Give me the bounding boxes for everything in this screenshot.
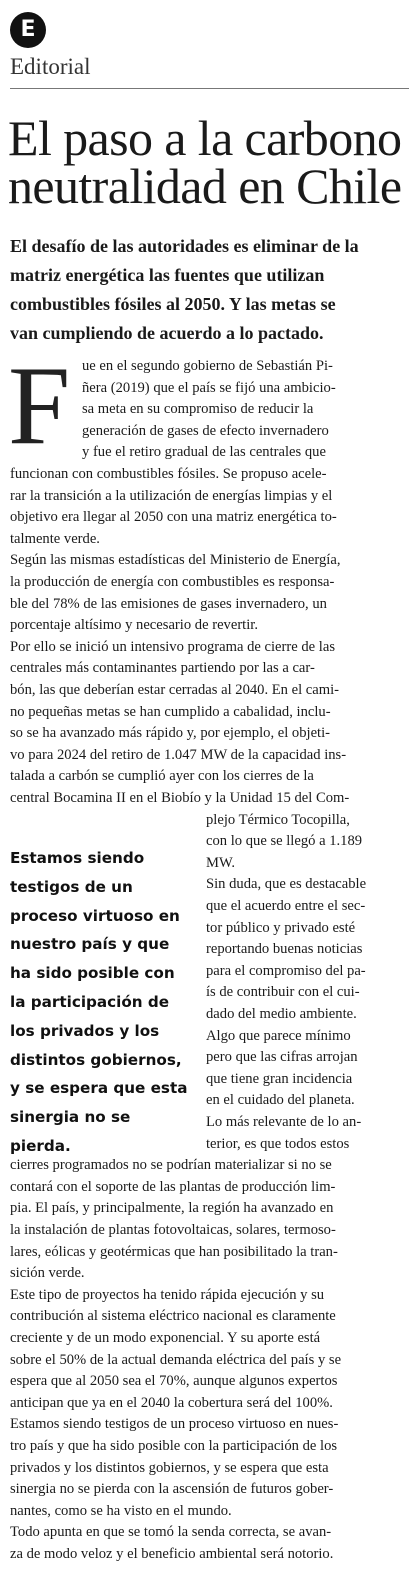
pull-quote-line: y se espera que esta: [10, 1079, 188, 1098]
body-line: sición verde.: [10, 1265, 85, 1282]
body-line: Lo más relevante de lo an-: [206, 1114, 362, 1130]
body-line: Algo que parece mínimo: [206, 1027, 351, 1044]
pull-quote-line: distintos gobiernos,: [10, 1050, 182, 1069]
body-line: que el acuerdo entre el sec-: [206, 898, 366, 914]
body-line: privados y los distintos gobiernos, y se espera que esta: [10, 1459, 329, 1476]
body-line: que tiene gran incidencia: [206, 1070, 353, 1087]
body-line: ñera (2019) que el país se fijó una ambicio-: [82, 379, 336, 396]
body-line: con lo que se llegó a 1.189: [206, 833, 363, 850]
pull-quote-line: testigos de un: [10, 877, 133, 896]
body-line: nantes, como se ha visto en el mundo.: [10, 1502, 232, 1519]
headline-line: El paso a la carbono: [8, 110, 402, 166]
pull-quote-line: ha sido posible con: [10, 964, 175, 983]
body-line: espera que al 2050 sea el 70%, aunque algunos expertos: [10, 1373, 338, 1390]
body-line: la instalación de plantas fotovoltaicas, solares, termoso-: [10, 1222, 336, 1238]
body-line: contribución al sistema eléctrico nacional es claramente: [10, 1308, 336, 1325]
body-line: Todo apunta en que se tomó la senda correcta, se avan-: [10, 1524, 332, 1541]
body-line: creciente y de un modo exponencial. Y su aporte está: [10, 1330, 321, 1346]
body-line: bón, las que deberían estar cerradas al 2040. En el cami-: [10, 682, 340, 698]
body-line: cierres programados no se podrían materializar si no se: [10, 1157, 332, 1174]
body-line: Sin duda, que es destacable: [206, 876, 367, 893]
drop-cap: F: [8, 344, 71, 468]
pull-quote-line: nuestro país y que: [10, 935, 170, 954]
pull-quote-line: la participación de: [10, 992, 170, 1011]
body-line: plejo Térmico Tocopilla,: [206, 811, 350, 828]
body-line: terior, es que todos estos: [206, 1135, 350, 1152]
body-line: funcionan con combustibles fósiles. Se propuso acele-: [10, 466, 327, 482]
pull-quote-line: los privados y los: [10, 1021, 160, 1040]
body-line: ís de contribuir con el cui-: [206, 984, 360, 1001]
lead-line: van cumpliendo de acuerdo a lo pactado.: [10, 323, 324, 343]
body-line: sinergia no se pierda con la ascensión de futuros gober-: [10, 1481, 334, 1498]
body-line: objetivo era llegar al 2050 con una matriz energética to-: [10, 509, 337, 526]
body-line: contará con el soporte de las plantas de producción lim-: [10, 1178, 336, 1195]
body-line: za de modo veloz y el beneficio ambiental será notorio.: [10, 1546, 334, 1562]
body-line: la producción de energía con combustibles es responsa-: [10, 574, 335, 590]
body-line: pero que las cifras arrojan: [206, 1049, 358, 1066]
pull-quote-line: proceso virtuoso en: [10, 906, 180, 925]
body-line: Este tipo de proyectos ha tenido rápida ejecución y su: [10, 1286, 325, 1303]
body-line: porcentaje altísimo y necesario de revertir.: [10, 617, 258, 634]
lead-line: combustibles fósiles al 2050. Y las metas se: [10, 294, 336, 314]
lead-line: matriz energética las fuentes que utilizan: [10, 265, 325, 285]
body-line: centrales más contaminantes partiendo por las a car-: [10, 660, 315, 677]
lead-line: El desafío de las autoridades es eliminar de la: [10, 236, 359, 256]
body-line: tro país y que ha sido posible con la participación de los: [10, 1438, 338, 1454]
section-label: Editorial: [10, 54, 91, 79]
body-line: Estamos siendo testigos de un proceso virtuoso en nues-: [10, 1416, 339, 1433]
body-line: dado del medio ambiente.: [206, 1006, 357, 1022]
body-line: pia. El país, y principalmente, la región ha avanzado en: [10, 1200, 334, 1217]
body-line: para el compromiso del pa-: [206, 962, 366, 979]
pull-quote-line: sinergia no se: [10, 1108, 131, 1127]
body-line: tor público y privado esté: [206, 919, 356, 936]
body-line: reportando buenas noticias: [206, 941, 363, 958]
body-line: Por ello se inició un intensivo programa de cierre de las: [10, 638, 336, 655]
body-line: y fue el retiro gradual de las centrales que: [82, 444, 326, 461]
body-line: MW.: [206, 854, 236, 871]
body-line: so se ha avanzado más rápido y, por ejemplo, el objeti-: [10, 725, 331, 742]
headline-line: neutralidad en Chile: [8, 158, 402, 214]
body-line: no pequeñas metas se han cumplido a cabalidad, inclu-: [10, 703, 331, 720]
body-line: talada a carbón se cumplió ayer con los cierres de la: [10, 768, 314, 785]
body-line: ue en el segundo gobierno de Sebastián Pi-: [82, 358, 333, 374]
body-line: talmente verde.: [10, 530, 100, 547]
pull-quote-line: Estamos siendo: [10, 849, 145, 867]
body-line: sobre el 50% de la actual demanda eléctrica del país y se: [10, 1351, 342, 1368]
pull-quote-line: pierda.: [10, 1136, 71, 1155]
body-line: anticipan que ya en el 2040 la cobertura será del 100%.: [10, 1394, 333, 1411]
body-line: ble del 78% de las emisiones de gases invernadero, un: [10, 595, 327, 612]
body-line: rar la transición a la utilización de energías limpias y el: [10, 487, 333, 504]
body-line: vo para 2024 del retiro de 1.047 MW de la capacidad ins-: [10, 746, 347, 763]
body-line: sa meta en su compromiso de reducir la: [82, 401, 314, 418]
body-line: central Bocamina II en el Biobío y la Unidad 15 del Com-: [10, 790, 350, 806]
body-line: lares, eólicas y geotérmicas que han posibilitado la tran-: [10, 1243, 338, 1260]
section-logo-badge: E: [10, 12, 46, 48]
body-line: Según las mismas estadísticas del Ministerio de Energía,: [10, 552, 341, 569]
body-line: generación de gases de efecto invernadero: [82, 422, 329, 439]
body-line: en el cuidado del planeta.: [206, 1092, 355, 1109]
